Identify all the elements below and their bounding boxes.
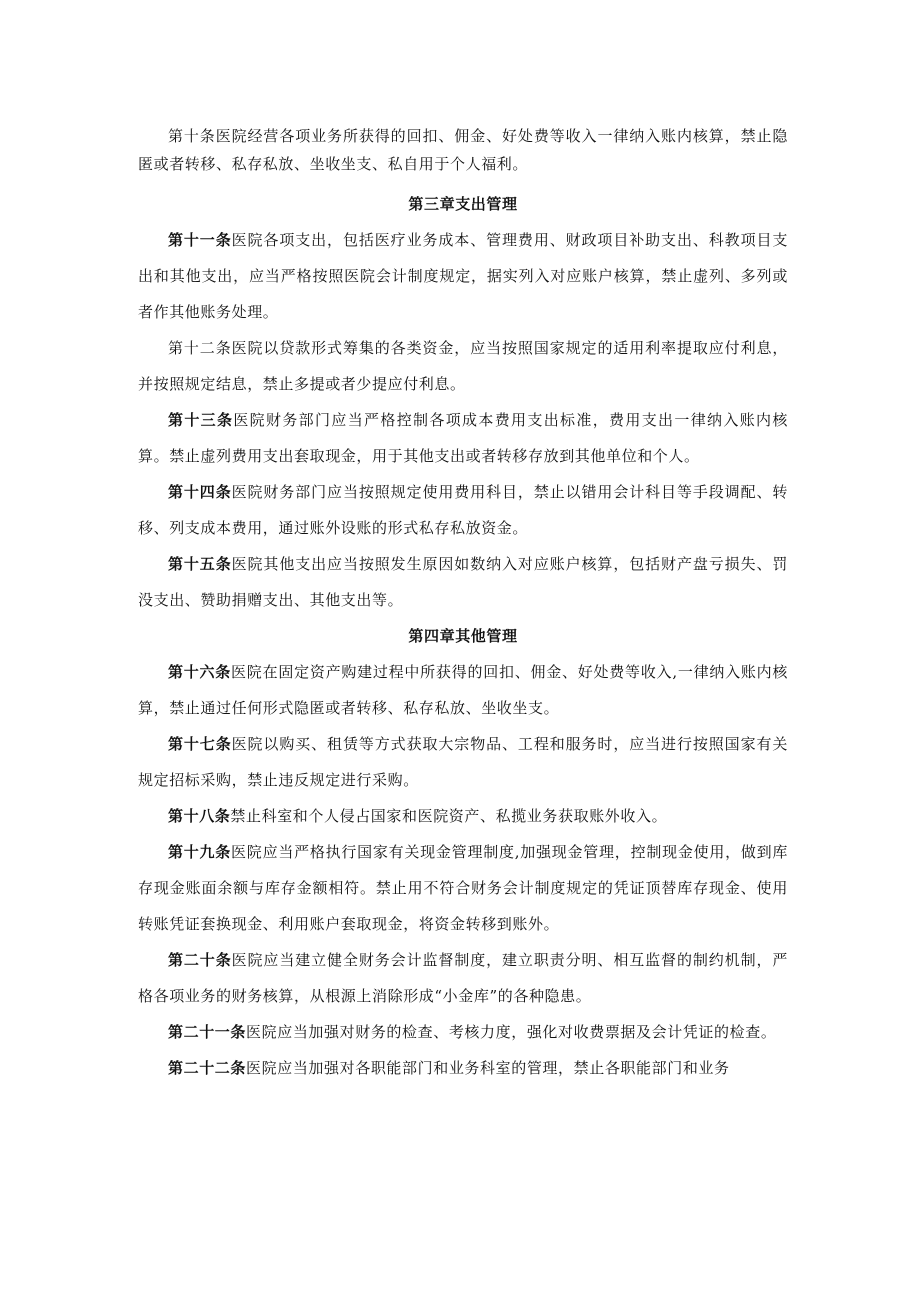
article-text: 医院应当严格执行国家有关现金管理制度,加强现金管理，控制现金使用，做到库存现金账面余额与库存金额相符。禁止用不符合财务会计制度规定的凭证顶替库存现金、使用转账凭证套换现金、利用账户套取现金，将资金转移到账外。 [138,843,788,933]
article-22-paragraph [138,1050,788,1086]
article-10-text: 第十条医院经营各项业务所获得的回扣、佣金、好处费等收入一律纳入账内核算，禁止隐匿或者转移、私存私放、坐收坐支、私自用于个人福利。 [138,127,788,173]
article-text: 医院在固定资产购建过程中所获得的回扣、佣金、好处费等收入,一律纳入账内核算，禁止通过任何形式隐匿或者转移、私存私放、坐收坐支。 [138,663,788,717]
article-label: 第二十一条 [168,1023,247,1041]
chapter-4-heading: 第四章其他管理 [408,627,518,645]
article-13-paragraph [138,402,788,474]
article-17-paragraph [138,726,788,798]
article-label: 第十五条 [168,555,232,573]
article-19-paragraph [138,834,788,942]
article-15-paragraph [138,546,788,618]
article-text: 医院财务部门应当按照规定使用费用科目，禁止以错用会计科目等手段调配、转移、列支成本费用，通过账外设账的形式私存私放资金。 [138,483,788,537]
article-11-paragraph [138,222,788,330]
article-10-paragraph [138,122,788,178]
article-label: 第二十二条 [168,1059,247,1077]
article-label: 第十一条 [168,231,232,249]
article-text: 医院财务部门应当严格控制各项成本费用支出标准，费用支出一律纳入账内核算。禁止虚列费用支出套取现金，用于其他支出或者转移存放到其他单位和个人。 [138,411,788,465]
article-text: 医院应当建立健全财务会计监督制度，建立职责分明、相互监督的制约机制，严格各项业务的财务核算，从根源上消除形成“小金库”的各种隐患。 [138,951,788,1005]
article-21-paragraph [138,1014,788,1050]
article-label: 第十四条 [168,483,232,501]
article-label: 第十七条 [168,735,232,753]
article-label: 第十三条 [168,411,234,429]
article-12-paragraph [138,330,788,402]
chapter-3-heading: 第三章支出管理 [408,195,518,213]
document-page [138,122,788,1086]
article-label: 第十六条 [168,663,232,681]
article-20-paragraph [138,942,788,1014]
article-16-paragraph [138,654,788,726]
article-text: 医院应当加强对财务的检查、考核力度，强化对收费票据及会计凭证的检查。 [246,1023,777,1041]
article-text: 禁止科室和个人侵占国家和医院资产、私揽业务获取账外收入。 [230,807,668,825]
article-label: 第十八条 [168,807,231,825]
article-text: 医院其他支出应当按照发生原因如数纳入对应账户核算，包括财产盘亏损失、罚没支出、赞助捐赠支出、其他支出等。 [138,555,788,609]
article-text: 医院以购买、租赁等方式获取大宗物品、工程和服务时，应当进行按照国家有关规定招标采购，禁止违反规定进行采购。 [138,735,788,789]
article-text: 医院各项支出，包括医疗业务成本、管理费用、财政项目补助支出、科教项目支出和其他支出，应当严格按照医院会计制度规定，据实列入对应账户核算，禁止虚列、多列或者作其他账务处理。 [138,231,788,321]
article-text: 医院应当加强对各职能部门和业务科室的管理，禁止各职能部门和业务 [246,1059,730,1077]
article-label: 第二十条 [168,951,232,969]
article-18-paragraph [138,798,788,834]
article-label: 第十九条 [168,843,232,861]
article-text: 第十二条医院以贷款形式筹集的各类资金，应当按照国家规定的适用利率提取应付利息，并按照规定结息，禁止多提或者少提应付利息。 [138,339,788,393]
article-14-paragraph [138,474,788,546]
